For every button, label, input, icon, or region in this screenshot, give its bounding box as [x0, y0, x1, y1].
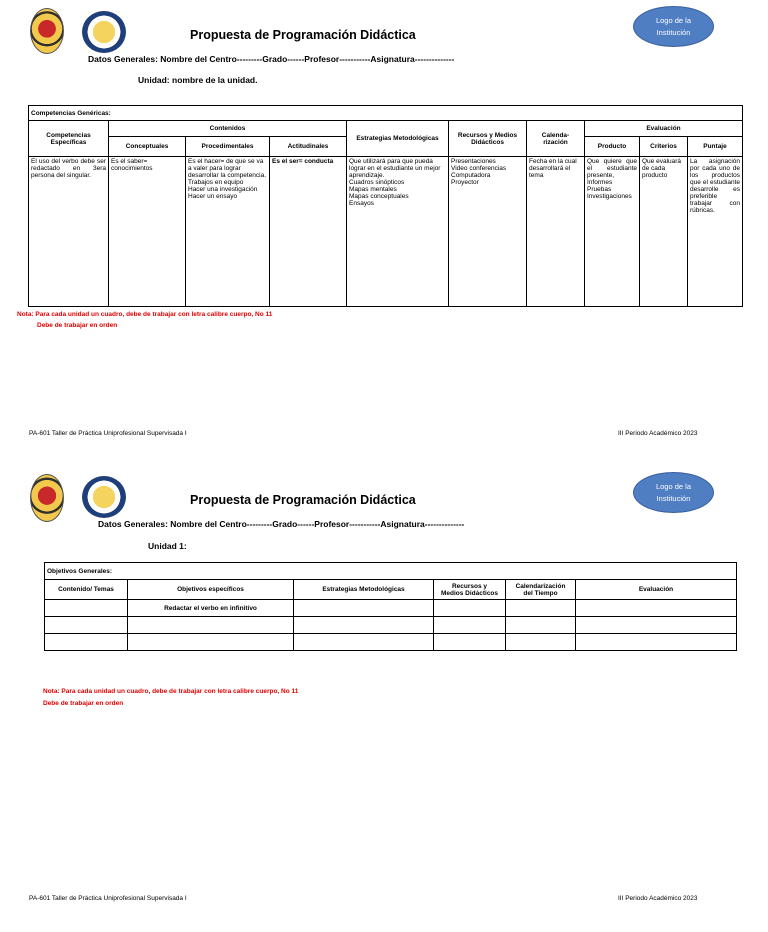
header-competencias: Competencias Específicas: [29, 121, 109, 157]
institution-logo-placeholder: Logo de la Institución: [633, 472, 714, 513]
cell-calendarizacion: Fecha en la cual desarrollará el tema: [527, 157, 585, 307]
table-cell: [45, 634, 128, 651]
table-cell: [128, 617, 294, 634]
table-cell: [45, 617, 128, 634]
note-line-2: Debe de trabajar en orden: [37, 322, 118, 329]
table-cell: [434, 617, 506, 634]
header-recursos: Recursos y Medios Didácticos: [434, 580, 506, 600]
table-cell: [294, 617, 434, 634]
cell-conceptuales: Es el saber= conocimientos: [109, 157, 186, 307]
table-cell: [576, 617, 737, 634]
institution-logo-placeholder: Logo de la Institución: [633, 6, 714, 47]
table-cell: [434, 634, 506, 651]
unit-name: Unidad 1:: [148, 541, 187, 551]
page-title: Propuesta de Programación Didáctica: [190, 28, 416, 42]
cell-criterios: Que evaluará de cada producto: [640, 157, 688, 307]
general-data-line: Datos Generales: Nombre del Centro---------Grado------Profesor-----------Asignatura--------------: [88, 54, 455, 64]
header-producto: Producto: [585, 137, 640, 157]
university-seal-logo: [30, 8, 64, 54]
table-cell: [45, 600, 128, 617]
unit-name: Unidad: nombre de la unidad.: [138, 75, 258, 85]
header-objetivos: Objetivos específicos: [128, 580, 294, 600]
header-recursos: Recursos y Medios Didácticos: [449, 121, 527, 157]
cell-actitudinales: Es el ser= conducta: [270, 157, 347, 307]
table-cell: [294, 634, 434, 651]
cell-competencias: El uso del verbo debe ser redactado en 3era persona del singular.: [29, 157, 109, 307]
header-procedimentales: Procedimentales: [186, 137, 270, 157]
table-cell: [576, 634, 737, 651]
header-contenidos: Contenidos: [109, 121, 347, 137]
header-conceptuales: Conceptuales: [109, 137, 186, 157]
cell-objetivo-row1: Redactar el verbo en infinitivo: [128, 600, 294, 617]
faculty-seal-logo: [82, 11, 126, 53]
footer-period: III Periodo Académico 2023: [618, 430, 698, 437]
table-cell: [128, 634, 294, 651]
footer-course: PA-601 Taller de Práctica Uniprofesional Supervisada I: [29, 430, 187, 437]
header-evaluacion: Evaluación: [576, 580, 737, 600]
header-actitudinales: Actitudinales: [270, 137, 347, 157]
header-contenido: Contenido/ Temas: [45, 580, 128, 600]
cell-puntaje: La asignación por cada uno de los productos que el estudiante desarrolle es preferible trabajar con rúbricas.: [688, 157, 743, 307]
note-line-2: Debe de trabajar en orden: [43, 700, 124, 707]
table-cell: [506, 600, 576, 617]
header-puntaje: Puntaje: [688, 137, 743, 157]
cell-producto: Que quiere que el estudiante presente, Informes Pruebas Investigaciones: [585, 157, 640, 307]
table-cell: [434, 600, 506, 617]
header-estrategias: Estrategias Metodológicas: [294, 580, 434, 600]
footer-period: III Periodo Académico 2023: [618, 895, 698, 902]
competencies-table: [28, 105, 743, 307]
objetivos-generales-label: Objetivos Generales:: [45, 563, 737, 580]
table-cell: [506, 617, 576, 634]
header-evaluacion: Evaluación: [585, 121, 743, 137]
header-calendarizacion: Calenda- rización: [527, 121, 585, 157]
faculty-seal-logo: [82, 476, 126, 518]
header-estrategias: Estrategias Metodológicas: [347, 121, 449, 157]
note-line-1: Nota: Para cada unidad un cuadro, debe de trabajar con letra calibre cuerpo, No 11: [17, 311, 273, 318]
cell-recursos: Presentaciones Video conferencias Computadora Proyector: [449, 157, 527, 307]
header-calendarizacion: Calendarización del Tiempo: [506, 580, 576, 600]
table-cell: [506, 634, 576, 651]
table-cell: [576, 600, 737, 617]
general-data-line: Datos Generales: Nombre del Centro---------Grado------Profesor-----------Asignatura--------------: [98, 519, 465, 529]
header-criterios: Criterios: [640, 137, 688, 157]
objectives-table: [44, 562, 737, 651]
university-seal-logo: [30, 474, 64, 522]
cell-estrategias: Que utilizará para que pueda lograr en el estudiante un mejor aprendizaje. Cuadros sinópticos Mapas mentales Mapas conceptuales Ensayos: [347, 157, 449, 307]
footer-course: PA-601 Taller de Práctica Uniprofesional Supervisada I: [29, 895, 187, 902]
cell-procedimentales: Es el hacer= de que se va a valer para lograr desarrollar la competencia. Trabajos en equipo Hacer una investigación Hacer un ensayo: [186, 157, 270, 307]
note-line-1: Nota: Para cada unidad un cuadro, debe de trabajar con letra calibre cuerpo, No 11: [43, 688, 299, 695]
competencias-genericas-label: Competencias Genéricas:: [29, 106, 743, 121]
page-title: Propuesta de Programación Didáctica: [190, 493, 416, 507]
table-cell: [294, 600, 434, 617]
